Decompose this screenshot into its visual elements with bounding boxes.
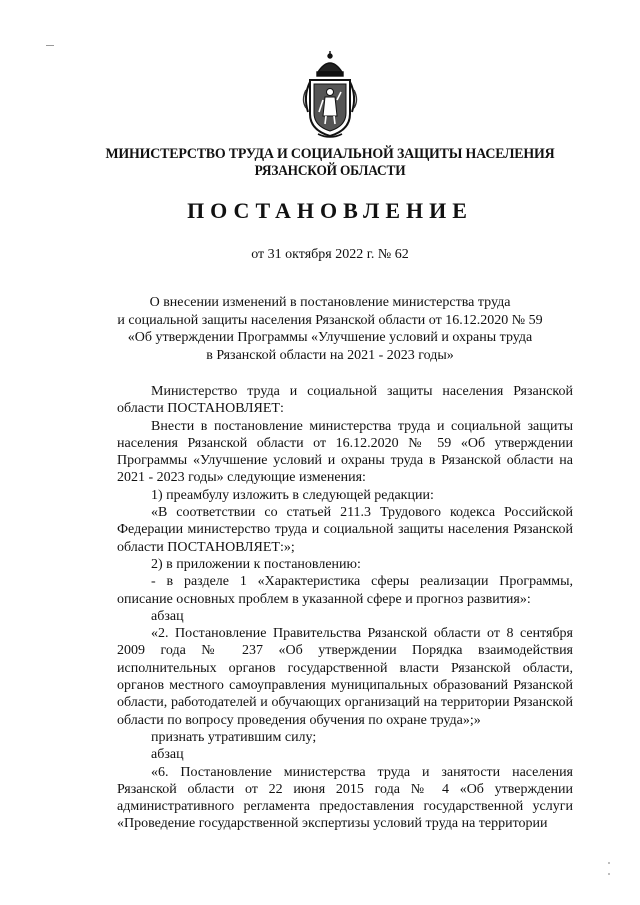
ministry-name <box>60 146 600 180</box>
scan-speck <box>608 862 610 864</box>
body-paragraph: «2. Постановление Правительства Рязанской области от 8 сентября 2009 года № 237 «Об утверждении Порядка взаимодействия исполнительных органов государственной власти Рязанской области, органов местного самоуправления муниципальных образований Рязанской области, работодателей и обучающих организаций на территории Рязанской области по вопросу проведения обучения по охране труда»;» <box>117 626 573 728</box>
scan-mark <box>46 45 54 46</box>
body-paragraph: Внести в постановление министерства труда и социальной защиты населения Рязанской области от 16.12.2020 № 59 «Об утверждении Программы «Улучшение условий и охраны труда в Рязанской области на 2021 - 2023 годы» следующие изменения: <box>117 418 573 486</box>
body-paragraph: признать утратившим силу; <box>151 729 317 745</box>
scan-speck <box>608 873 610 875</box>
body-paragraph: абзац <box>151 608 184 624</box>
ministry-name-line2: РЯЗАНСКОЙ ОБЛАСТИ <box>254 163 406 179</box>
body-paragraph: - в разделе 1 «Характеристика сферы реализации Программы, описание основных проблем в указанной сфере и прогноз развития»: <box>117 574 573 607</box>
body-paragraph: абзац <box>151 747 184 763</box>
subject-line: О внесении изменений в постановление министерства труда <box>149 295 511 310</box>
subject-line: «Об утверждении Программы «Улучшение условий и охраны труда <box>127 330 533 345</box>
document-type-title: ПОСТАНОВЛЕНИЕ <box>187 198 473 223</box>
body-paragraph: 2) в приложении к постановлению: <box>151 556 361 572</box>
subject-line: и социальной защиты населения Рязанской области от 16.12.2020 № 59 <box>117 312 543 328</box>
body-paragraph: «В соответствии со статьей 211.3 Трудового кодекса Российской Федерации министерство труда и социальной защиты населения Рязанской области ПОСТАНОВЛЯЕТ:»; <box>117 505 573 555</box>
ministry-name-line1: МИНИСТЕРСТВО ТРУДА И СОЦИАЛЬНОЙ ЗАЩИТЫ НАСЕЛЕНИЯ <box>105 146 555 162</box>
document-date-number: от 31 октября 2022 г. № 62 <box>251 247 409 262</box>
body-paragraph: Министерство труда и социальной защиты населения Рязанской области ПОСТАНОВЛЯЕТ: <box>117 384 573 417</box>
coat-of-arms-icon <box>300 50 360 142</box>
document-subject <box>90 294 570 364</box>
subject-line: в Рязанской области на 2021 - 2023 годы» <box>206 347 454 363</box>
body-paragraph: 1) преамбулу изложить в следующей редакции: <box>151 487 434 503</box>
document-body <box>117 383 573 833</box>
body-paragraph: «6. Постановление министерства труда и занятости населения Рязанской области от 22 июня 2015 года № 4 «Об утверждении административного регламента предоставления государственной услуги «Проведение государственной экспертизы условий труда на территории <box>117 764 573 832</box>
